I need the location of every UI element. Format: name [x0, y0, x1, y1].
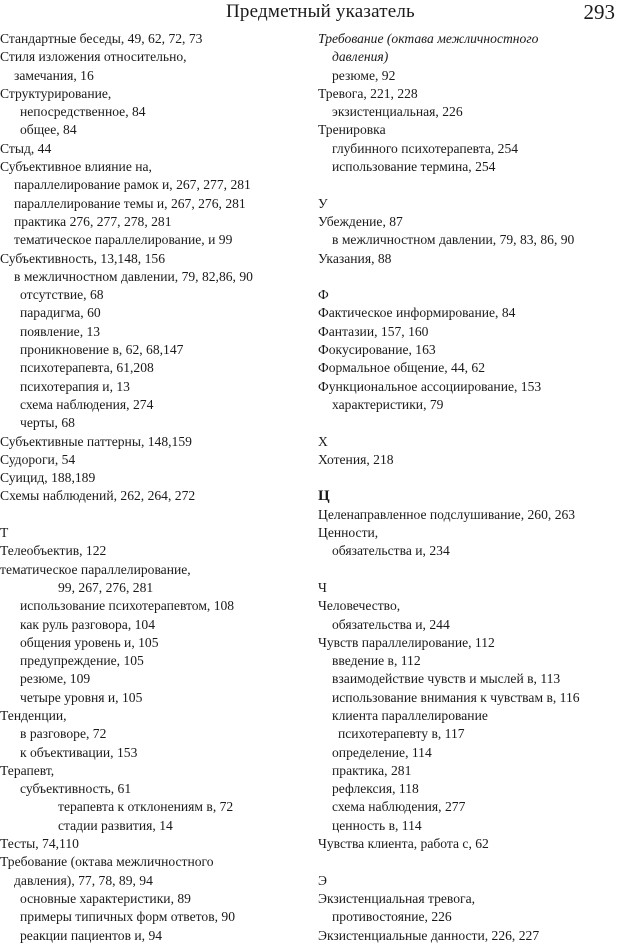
index-subentry: субъективность, 61	[20, 781, 132, 797]
index-subentry: психотерапевту в, 117	[338, 726, 465, 742]
index-entry: Целенаправленное подслушивание, 260, 263	[318, 506, 576, 522]
index-entry: Чувств параллелирование, 112	[318, 634, 495, 650]
index-column-right	[318, 30, 620, 945]
index-entry: Суицид, 188,189	[0, 470, 96, 486]
index-entry: Терапевт,	[0, 762, 55, 778]
index-subentry: глубинного психотерапевта, 254	[332, 140, 519, 156]
section-gap	[318, 176, 620, 194]
index-entry: Указания, 88	[318, 250, 392, 266]
index-subentry: использование термина, 254	[332, 159, 496, 175]
index-subentry: общее, 84	[20, 122, 77, 138]
index-subentry: резюме, 109	[20, 671, 91, 687]
index-entry: Субъективность, 13,148, 156	[0, 250, 165, 266]
index-entry: Тревога, 221, 228	[318, 85, 418, 101]
index-subentry: практика 276, 277, 278, 281	[14, 213, 172, 229]
index-entry: Фактическое информирование, 84	[318, 305, 516, 321]
index-entry: Экзистенциальная тревога,	[318, 890, 476, 906]
index-subentry: основные характеристики, 89	[20, 890, 191, 906]
section-letter: Ц	[318, 488, 330, 505]
index-subentry: четыре уровня и, 105	[20, 689, 143, 705]
index-entry: Требование (октава межличностного	[0, 854, 214, 870]
section-letter: Ф	[318, 287, 329, 303]
index-subentry: общения уровень и, 105	[20, 634, 159, 650]
index-subentry: парадигма, 60	[20, 305, 101, 321]
index-subentry: практика, 281	[332, 762, 412, 778]
index-subentry: характеристики, 79	[332, 396, 444, 412]
index-entry: Человечество,	[318, 598, 401, 614]
section-letter: Т	[0, 525, 9, 541]
index-subentry: параллелирование рамок и, 267, 277, 281	[14, 177, 251, 193]
index-entry: Убеждение, 87	[318, 213, 403, 229]
index-entry: Схемы наблюдений, 262, 264, 272	[0, 488, 196, 504]
index-subentry: стадии развития, 14	[58, 817, 173, 833]
index-subentry: использование психотерапевтом, 108	[20, 598, 235, 614]
index-entry: Тесты, 74,110	[0, 836, 79, 852]
index-subentry: появление, 13	[20, 323, 101, 339]
index-subentry: давления), 77, 78, 89, 94	[14, 872, 153, 888]
index-entry: Чувства клиента, работа с, 62	[318, 836, 489, 852]
page-number: 293	[583, 0, 615, 24]
index-entry: Тенденции,	[0, 707, 67, 723]
index-entry: Фокусирование, 163	[318, 342, 436, 358]
index-entry: Функциональное ассоциирование, 153	[318, 378, 542, 394]
index-entry: Субъективные паттерны, 148,159	[0, 433, 192, 449]
section-gap	[318, 268, 620, 286]
index-subentry: схема наблюдения, 277	[332, 799, 466, 815]
index-subentry: взаимодействие чувств и мыслей в, 113	[332, 671, 561, 687]
page-header	[0, 0, 620, 26]
index-entry: Стиля изложения относительно,	[0, 49, 187, 65]
index-subentry: давления)	[332, 49, 389, 65]
index-subentry: в межличностном давлении, 79, 83, 86, 90	[332, 232, 575, 248]
index-subentry: как руль разговора, 104	[20, 616, 156, 632]
index-entry: Стандартные беседы, 49, 62, 72, 73	[0, 31, 203, 46]
section-gap	[0, 506, 300, 524]
index-entry: Экзистенциальные данности, 226, 227	[318, 927, 540, 943]
index-subentry: использование внимания к чувствам в, 116	[332, 689, 580, 705]
index-subentry: определение, 114	[332, 744, 432, 760]
index-subentry: предупреждение, 105	[20, 653, 144, 669]
index-subentry: обязательства и, 234	[332, 543, 450, 559]
index-subentry: терапевта к отклонениям в, 72	[58, 799, 234, 815]
index-subentry: отсутствие, 68	[20, 287, 104, 303]
index-entry: Тренировка	[318, 122, 386, 138]
index-subentry: резюме, 92	[332, 67, 396, 83]
index-subentry: в разговоре, 72	[20, 726, 107, 742]
index-subentry: рефлексия, 118	[332, 781, 419, 797]
index-subentry: ценность в, 114	[332, 817, 422, 833]
index-entry: Хотения, 218	[318, 451, 394, 467]
section-gap	[318, 561, 620, 579]
section-letter: У	[318, 195, 328, 211]
section-gap	[318, 414, 620, 432]
index-subentry: 99, 267, 276, 281	[58, 579, 154, 595]
index-subentry: схема наблюдения, 274	[20, 396, 154, 412]
section-gap	[318, 469, 620, 487]
index-entry: Стыд, 44	[0, 140, 52, 156]
index-entry: Структурирование,	[0, 85, 112, 101]
index-column-left	[0, 30, 300, 945]
index-entry: Судороги, 54	[0, 451, 76, 467]
index-subentry: замечания, 16	[14, 67, 94, 83]
index-subentry: в межличностном давлении, 79, 82,86, 90	[14, 268, 253, 284]
index-subentry: проникновение в, 62, 68,147	[20, 342, 184, 358]
index-entry: тематическое параллелирование,	[0, 561, 191, 577]
index-subentry: тематическое параллелирование, и 99	[14, 232, 233, 248]
index-subentry: черты, 68	[20, 415, 75, 431]
index-subentry: непосредственное, 84	[20, 104, 146, 120]
index-subentry: параллелирование темы и, 267, 276, 281	[14, 195, 246, 211]
index-entry: Телеобъектив, 122	[0, 543, 107, 559]
index-subentry: клиента параллелирование	[332, 707, 488, 723]
index-entry: Требование (октава межличностного	[318, 31, 539, 46]
index-subentry: противостояние, 226	[332, 909, 452, 925]
section-letter: Э	[318, 872, 327, 888]
index-subentry: реакции пациентов и, 94	[20, 927, 163, 943]
index-subentry: примеры типичных форм ответов, 90	[20, 909, 236, 925]
index-entry: Формальное общение, 44, 62	[318, 360, 486, 376]
page-title: Предметный указатель	[226, 1, 415, 22]
index-subentry: экзистенциальная, 226	[332, 104, 463, 120]
index-entry: Ценности,	[318, 525, 379, 541]
index-subentry: введение в, 112	[332, 653, 421, 669]
index-entry: Субъективное влияние на,	[0, 159, 152, 175]
section-gap	[318, 853, 620, 871]
index-subentry: обязательства и, 244	[332, 616, 450, 632]
index-subentry: психотерапия и, 13	[20, 378, 130, 394]
index-subentry: психотерапевта, 61,208	[20, 360, 154, 376]
section-letter: Х	[318, 433, 328, 449]
index-entry: Фантазии, 157, 160	[318, 323, 429, 339]
section-letter: Ч	[318, 579, 327, 595]
index-subentry: к объективации, 153	[20, 744, 138, 760]
